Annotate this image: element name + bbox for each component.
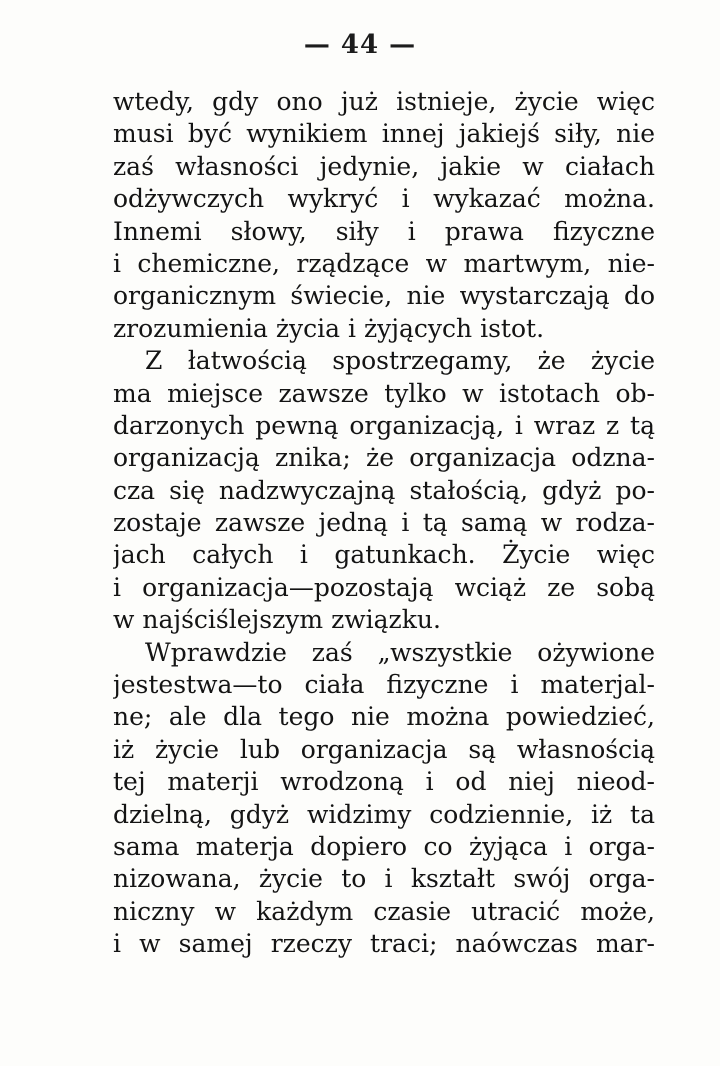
text-line: jach całych i gatunkach. Życie więc <box>113 540 655 570</box>
text-line: wtedy, gdy ono już istnieje, życie więc <box>113 87 655 116</box>
text-line: organicznym świecie, nie wystarczają do <box>113 281 655 311</box>
text-line: zaś własności jedynie, jakie w ciałach <box>113 151 655 181</box>
body-text <box>113 86 655 961</box>
text-line: odżywczych wykryć i wykazać można. <box>113 184 655 214</box>
text-line: organizacją znika; że organizacja odzna- <box>113 443 655 473</box>
text-line: i chemiczne, rządzące w martwym, nie- <box>113 248 655 278</box>
text-line: dzielną, gdyż widzimy codziennie, iż ta <box>113 799 655 829</box>
text-line: tej materji wrodzoną i od niej nieod- <box>113 767 655 797</box>
text-line: zrozumienia życia i żyjących istot. <box>113 313 545 343</box>
text-line: musi być wynikiem innej jakiejś siły, nie <box>113 119 655 149</box>
text-line: nizowana, życie to i kształt swój orga- <box>113 864 655 894</box>
text-line: niczny w każdym czasie utracić może, <box>113 896 655 926</box>
text-line: Wprawdzie zaś „wszystkie ożywione <box>145 637 655 667</box>
text-line: darzonych pewną organizacją, i wraz z tą <box>113 410 655 440</box>
text-line: jestestwa—to ciała fizyczne i materjal- <box>113 670 655 700</box>
text-line: i organizacja—pozostają wciąż ze sobą <box>113 572 655 602</box>
text-line: ma miejsce zawsze tylko w istotach ob- <box>113 378 655 408</box>
text-line: iż życie lub organizacja są własnością <box>113 734 655 764</box>
text-line: zostaje zawsze jedną i tą samą w rodza- <box>113 508 655 538</box>
text-line: sama materja dopiero co żyjąca i orga- <box>113 831 655 861</box>
text-line: cza się nadzwyczajną stałością, gdyż po- <box>113 475 655 505</box>
text-line: ne; ale dla tego nie można powiedzieć, <box>113 702 655 732</box>
page-number: — 44 — <box>303 30 417 60</box>
text-line: Innemi słowy, siły i prawa fizyczne <box>113 216 655 246</box>
text-line: Z łatwością spostrzegamy, że życie <box>145 346 655 376</box>
text-line: i w samej rzeczy traci; naówczas mar- <box>113 929 655 959</box>
text-line: w najściślejszym związku. <box>113 605 441 635</box>
